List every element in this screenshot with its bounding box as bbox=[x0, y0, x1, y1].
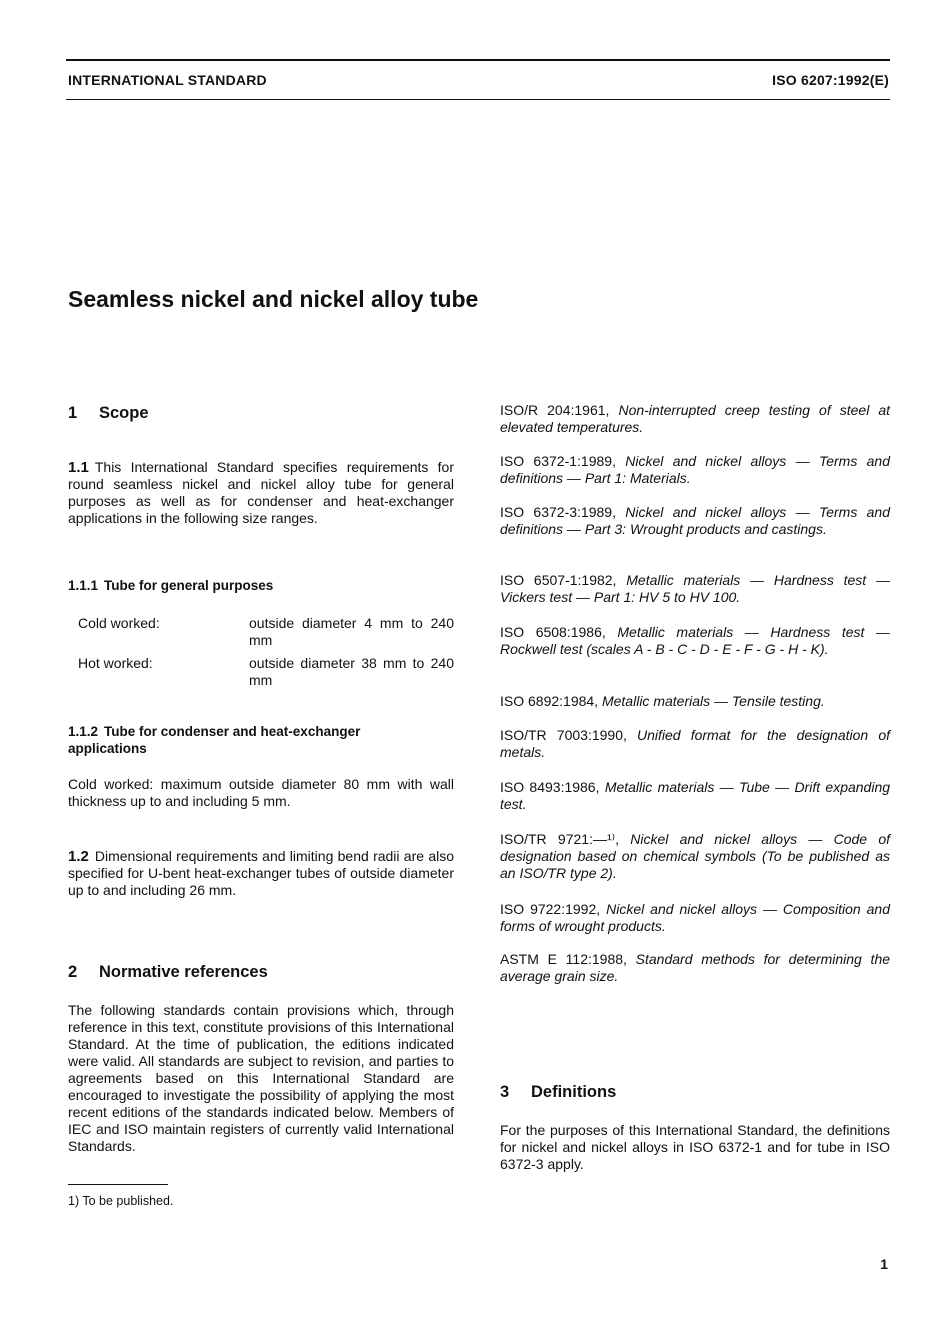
reference-code: ISO 6508:1986, bbox=[500, 624, 606, 640]
reference-code: ISO/R 204:1961, bbox=[500, 402, 610, 418]
section-number: 1 bbox=[68, 404, 78, 422]
section-title: Scope bbox=[99, 404, 149, 422]
reference-item bbox=[500, 779, 890, 813]
reference-title: Metallic materials — Hardness test — Vickers test — Part 1: HV 5 to HV 100. bbox=[500, 572, 890, 605]
section-normative-references-heading bbox=[68, 963, 268, 982]
clause-1-1 bbox=[68, 459, 454, 527]
reference-code: ISO/TR 7003:1990, bbox=[500, 727, 627, 743]
reference-code: ASTM E 112:1988, bbox=[500, 951, 627, 967]
reference-item bbox=[500, 727, 890, 761]
header-bottom-rule bbox=[66, 99, 890, 100]
document-title: Seamless nickel and nickel alloy tube bbox=[68, 286, 479, 312]
subclause-title: Tube for general purposes bbox=[104, 578, 274, 593]
clause-text: Dimensional requirements and limiting bend radii are also specified for U-bent heat-exchanger tubes of outside diameter up to and including 26 mm. bbox=[68, 848, 454, 898]
reference-item bbox=[500, 951, 890, 985]
definitions-text: For the purposes of this International Standard, the definitions for nickel and nickel alloys in ISO 6372-1 and for tube in ISO 6372-3 apply. bbox=[500, 1122, 890, 1172]
section-number: 2 bbox=[68, 963, 78, 981]
reference-item bbox=[500, 624, 890, 658]
reference-code: ISO 9722:1992, bbox=[500, 901, 601, 917]
reference-item bbox=[500, 901, 890, 935]
reference-item bbox=[500, 504, 890, 538]
subclause-number: 1.1.1 bbox=[68, 578, 99, 593]
subclause-1-1-2-text: Cold worked: maximum outside diameter 80 mm with wall thickness up to and including 5 mm. bbox=[68, 776, 454, 809]
reference-code: ISO 6372-3:1989, bbox=[500, 504, 616, 520]
reference-title: Metallic materials — Hardness test — Rockwell test (scales A - B - C - D - E - F - G - H - K). bbox=[500, 624, 891, 657]
page-number: 1 bbox=[880, 1256, 888, 1272]
subclause-number: 1.1.2 bbox=[68, 724, 99, 739]
reference-item bbox=[500, 831, 890, 882]
reference-title: Nickel and nickel alloys — Code of designation based on chemical symbols (To be published as an ISO/TR type 2). bbox=[500, 831, 891, 881]
reference-title: Non-interrupted creep testing of steel at elevated temperatures. bbox=[500, 402, 891, 435]
reference-title: Standard methods for determining the average grain size. bbox=[500, 951, 891, 984]
reference-title: Metallic materials — Tube — Drift expanding test. bbox=[500, 779, 891, 812]
section-title: Normative references bbox=[99, 963, 268, 981]
subclause-1-1-2-heading bbox=[68, 723, 428, 757]
section-definitions-heading bbox=[500, 1083, 616, 1102]
reference-code: ISO 8493:1986, bbox=[500, 779, 600, 795]
reference-item bbox=[500, 402, 890, 436]
clause-text: This International Standard specifies requirements for round seamless nickel and nickel alloy tube for general purposes as well as for condenser and heat-exchanger applications in the following size ranges. bbox=[68, 459, 454, 526]
normative-references-text: The following standards contain provisions which, through reference in this text, constitute provisions of this International Standard. At the time of publication, the editions indicated were valid. All standards are subject to revision, and parties to agreements based on this International Standard are encouraged to investigate the possibility of applying the most recent editions of the standards indicated below. Members of IEC and ISO maintain registers of currently valid International Standards. bbox=[68, 1002, 454, 1154]
section-scope-heading bbox=[68, 404, 149, 423]
reference-item bbox=[500, 572, 890, 606]
reference-title: Nickel and nickel alloys — Composition and forms of wrought products. bbox=[500, 901, 891, 934]
reference-title: Unified format for the designation of metals. bbox=[500, 727, 891, 760]
reference-code: ISO/TR 9721:—¹⁾, bbox=[500, 831, 619, 847]
header-document-number: ISO 6207:1992(E) bbox=[772, 72, 889, 88]
clause-1-2 bbox=[68, 848, 454, 899]
reference-code: ISO 6372-1:1989, bbox=[500, 453, 616, 469]
reference-item bbox=[500, 693, 890, 710]
section-number: 3 bbox=[500, 1083, 510, 1101]
clause-number: 1.1 bbox=[68, 459, 89, 476]
tube-size-value: outside diameter 4 mm to 240 mm bbox=[249, 615, 454, 648]
reference-title: Metallic materials — Tensile testing. bbox=[601, 693, 825, 709]
header-document-type: INTERNATIONAL STANDARD bbox=[68, 72, 267, 88]
reference-item bbox=[500, 453, 890, 487]
header-top-rule bbox=[66, 59, 890, 61]
subclause-title: Tube for condenser and heat-exchanger applications bbox=[68, 724, 361, 756]
reference-code: ISO 6507-1:1982, bbox=[500, 572, 617, 588]
footnote-rule bbox=[68, 1184, 168, 1185]
subclause-1-1-1-heading bbox=[68, 577, 273, 594]
tube-size-label: Cold worked: bbox=[78, 615, 160, 631]
clause-number: 1.2 bbox=[68, 848, 89, 865]
footnote: 1) To be published. bbox=[68, 1194, 174, 1208]
reference-title: Nickel and nickel alloys — Terms and definitions — Part 1: Materials. bbox=[500, 453, 890, 486]
tube-size-value: outside diameter 38 mm to 240 mm bbox=[249, 655, 454, 688]
tube-size-label: Hot worked: bbox=[78, 655, 153, 671]
reference-code: ISO 6892:1984, bbox=[500, 693, 599, 709]
reference-title: Nickel and nickel alloys — Terms and definitions — Part 3: Wrought products and castings. bbox=[500, 504, 890, 537]
section-title: Definitions bbox=[531, 1083, 617, 1101]
